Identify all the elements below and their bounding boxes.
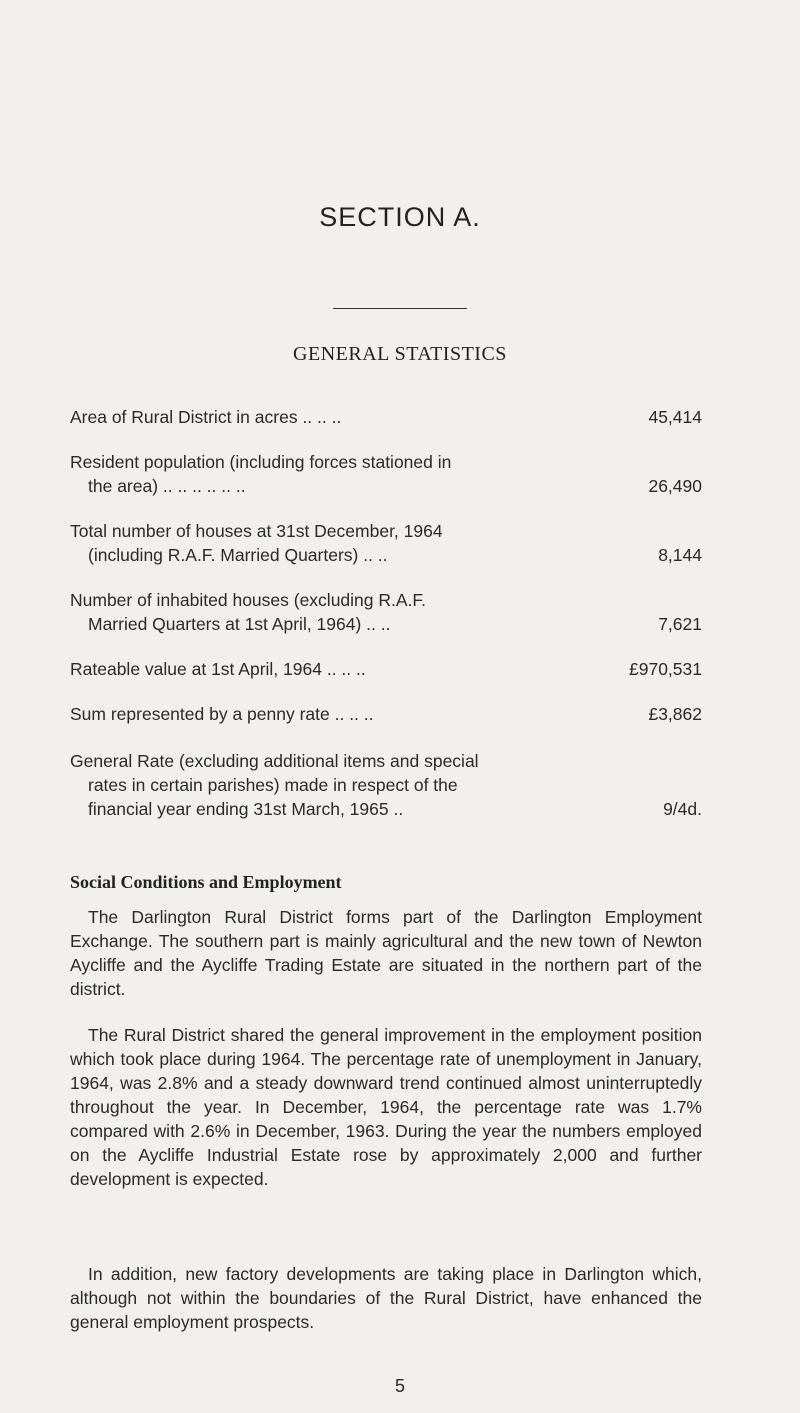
stat-label-line: financial year ending 31st March, 1965 .. bbox=[88, 799, 404, 819]
stat-label-line: Married Quarters at 1st April, 1964) .. .. bbox=[88, 614, 391, 634]
stat-label-line: Number of inhabited houses (excluding R.A.F. bbox=[70, 590, 427, 610]
stat-row-houses bbox=[70, 519, 702, 567]
stat-row-population bbox=[70, 450, 702, 498]
stat-label-line: the area) .. .. .. .. .. .. bbox=[88, 476, 246, 496]
stat-label: Rateable value at 1st April, 1964 .. .. .. bbox=[70, 659, 366, 679]
stat-label bbox=[70, 749, 630, 821]
stat-value: 26,490 bbox=[648, 476, 702, 496]
stat-value: 7,621 bbox=[658, 614, 702, 634]
stat-label-line: General Rate (excluding additional items and special bbox=[70, 751, 479, 771]
page-number: 5 bbox=[394, 1376, 405, 1396]
stat-value: 45,414 bbox=[648, 407, 702, 427]
stat-label-line: rates in certain parishes) made in respect of the bbox=[88, 775, 458, 795]
paragraph-2: The Rural District shared the general improvement in the employment position which took place during 1964. The percentage rate of unemployment in January, 1964, was 2.8% and a steady downward trend continued almost uninterruptedly throughout the year. In December, 1964, the percentage rate was 1.7% compared with 2.6% in December, 1963. During the year the numbers employed on the Aycliffe Industrial Estate rose by approximately 2,000 and further development is expected. bbox=[70, 1025, 702, 1189]
paragraph-1: The Darlington Rural District forms part of the Darlington Employment Exchange. The southern part is mainly agricultural and the new town of Newton Aycliffe and the Aycliffe Trading Estate are situated in the northern part of the district. bbox=[70, 907, 702, 999]
stat-label-line: Resident population (including forces stationed in bbox=[70, 452, 452, 472]
divider-rule bbox=[333, 308, 467, 309]
stat-row-rateable-value bbox=[70, 657, 702, 681]
stat-label-line: Total number of houses at 31st December, 1964 bbox=[70, 521, 443, 541]
stat-value: £3,862 bbox=[648, 704, 702, 724]
stat-label bbox=[70, 450, 575, 498]
stat-row-area bbox=[70, 405, 702, 429]
stat-value: 8,144 bbox=[658, 545, 702, 565]
social-conditions-heading: Social Conditions and Employment bbox=[70, 872, 342, 892]
paragraph-3: In addition, new factory developments are taking place in Darlington which, although not within the boundaries of the Rural District, have enhanced the general employment prospects. bbox=[70, 1264, 702, 1332]
stat-label: Area of Rural District in acres .. .. .. bbox=[70, 407, 342, 427]
stat-label: Sum represented by a penny rate .. .. .. bbox=[70, 704, 374, 724]
stat-label-line: (including R.A.F. Married Quarters) .. .. bbox=[88, 545, 388, 565]
stat-row-inhabited-houses bbox=[70, 588, 702, 636]
stat-label bbox=[70, 588, 575, 636]
section-title: SECTION A. bbox=[319, 202, 481, 232]
stat-row-penny-rate bbox=[70, 702, 702, 726]
stat-value: £970,531 bbox=[629, 659, 702, 679]
stat-row-general-rate bbox=[70, 749, 702, 821]
stat-value: 9/4d. bbox=[663, 799, 702, 819]
stats-heading: GENERAL STATISTICS bbox=[293, 343, 507, 365]
stat-label bbox=[70, 519, 575, 567]
